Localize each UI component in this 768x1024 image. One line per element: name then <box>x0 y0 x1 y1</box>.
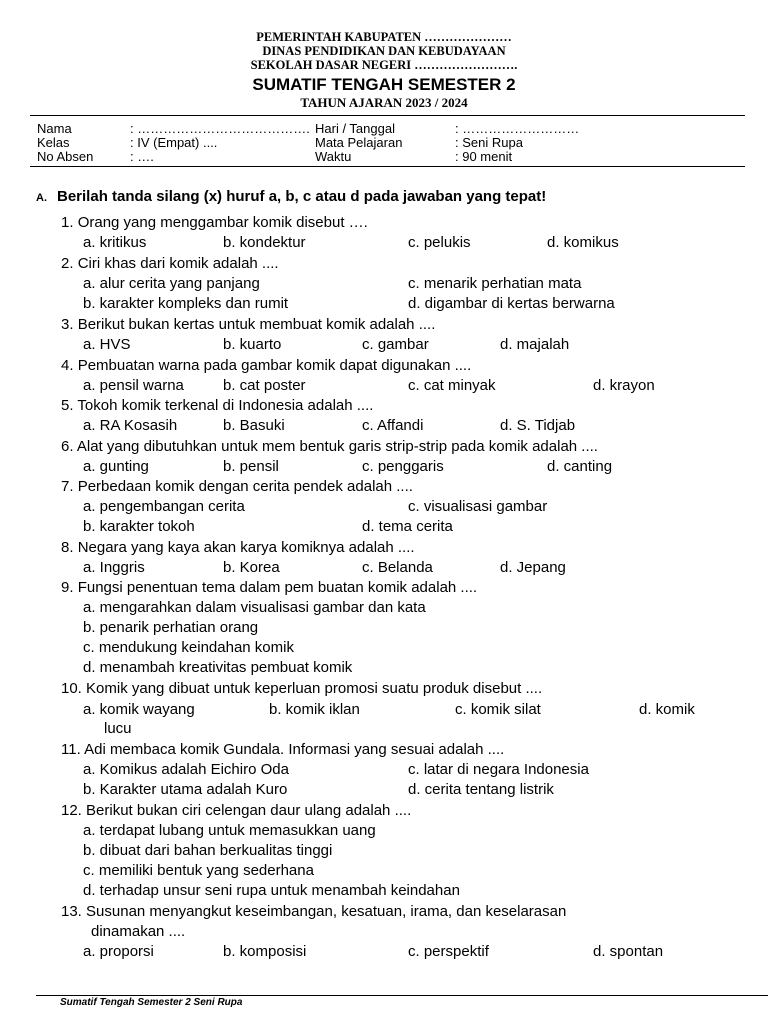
q7-option-c[interactable]: c. visualisasi gambar <box>408 498 548 515</box>
question-number: 13. <box>61 903 82 920</box>
question-text: Tokoh komik terkenal di Indonesia adalah .... <box>77 397 374 414</box>
q11-option-d[interactable]: d. cerita tentang listrik <box>408 781 554 798</box>
section-marker: A. <box>36 192 47 204</box>
q3-option-c[interactable]: c. gambar <box>362 336 429 353</box>
header-divider-bottom <box>30 166 745 167</box>
question-text: Ciri khas dari komik adalah .... <box>77 255 279 272</box>
q12-option-b[interactable]: b. dibuat dari bahan berkualitas tinggi <box>83 842 333 859</box>
question-number: 10. <box>61 680 82 697</box>
question-text: Fungsi penentuan tema dalam pem buatan komik adalah .... <box>77 579 478 596</box>
q9-option-d[interactable]: d. menambah kreativitas pembuat komik <box>83 659 353 676</box>
question-number: 9. <box>61 579 74 596</box>
kelas-field[interactable]: : IV (Empat) .... <box>130 135 218 150</box>
header-divider-top <box>30 115 745 116</box>
q13-option-c[interactable]: c. perspektif <box>408 943 489 960</box>
q13-option-b[interactable]: b. komposisi <box>223 943 307 960</box>
header-department: DINAS PENDIDIKAN DAN KEBUDAYAAN <box>262 44 506 58</box>
question-2 <box>61 255 279 272</box>
question-text: Pembuatan warna pada gambar komik dapat digunakan .... <box>77 357 472 374</box>
mapel-value: : Seni Rupa <box>455 135 523 150</box>
question-text: Adi membaca komik Gundala. Informasi yang sesuai adalah .... <box>84 741 505 758</box>
question-number: 11. <box>61 741 81 758</box>
q10-option-a[interactable]: a. komik wayang <box>83 701 195 718</box>
question-number: 1. <box>61 214 74 231</box>
q12-option-c[interactable]: c. memiliki bentuk yang sederhana <box>83 862 314 879</box>
nama-field[interactable]: : …………………………………. <box>130 121 310 136</box>
header-school: SEKOLAH DASAR NEGERI ……………………. <box>250 58 518 72</box>
question-number: 5. <box>61 397 74 414</box>
q2-option-d[interactable]: d. digambar di kertas berwarna <box>408 295 615 312</box>
q4-option-b[interactable]: b. cat poster <box>223 377 306 394</box>
question-text: Perbedaan komik dengan cerita pendek adalah .... <box>77 478 413 495</box>
q8-option-b[interactable]: b. Korea <box>223 559 280 576</box>
question-number: 4. <box>61 357 74 374</box>
question-8 <box>61 539 415 556</box>
q9-option-b[interactable]: b. penarik perhatian orang <box>83 619 259 636</box>
waktu-value: : 90 menit <box>455 149 513 164</box>
question-text: Komik yang dibuat untuk keperluan promosi suatu produk disebut .... <box>86 680 543 697</box>
q6-option-b[interactable]: b. pensil <box>223 458 279 475</box>
kelas-label: Kelas <box>37 135 70 150</box>
question-4 <box>61 357 471 374</box>
academic-year: TAHUN AJARAN 2023 / 2024 <box>300 95 468 110</box>
q3-option-d[interactable]: d. majalah <box>500 336 570 353</box>
q7-option-b[interactable]: b. karakter tokoh <box>83 518 195 535</box>
question-text: Berikut bukan kertas untuk membuat komik adalah .... <box>77 316 436 333</box>
question-text: Berikut bukan ciri celengan daur ulang adalah .... <box>86 802 412 819</box>
question-13 <box>61 903 566 920</box>
q13-option-a[interactable]: a. proporsi <box>83 943 154 960</box>
question-number: 2. <box>61 255 74 272</box>
question-7 <box>61 478 413 495</box>
header-government: PEMERINTAH KABUPATEN ………………… <box>256 30 512 44</box>
question-5 <box>61 397 373 414</box>
q11-option-b[interactable]: b. Karakter utama adalah Kuro <box>83 781 288 798</box>
q11-option-c[interactable]: c. latar di negara Indonesia <box>408 761 589 778</box>
q3-option-b[interactable]: b. kuarto <box>223 336 282 353</box>
question-number: 8. <box>61 539 74 556</box>
q2-option-a[interactable]: a. alur cerita yang panjang <box>83 275 260 292</box>
q2-option-b[interactable]: b. karakter kompleks dan rumit <box>83 295 289 312</box>
question-6 <box>61 438 598 455</box>
q5-option-c[interactable]: c. Affandi <box>362 417 424 434</box>
q8-option-d[interactable]: d. Jepang <box>500 559 566 576</box>
hari-label: Hari / Tanggal <box>315 121 395 136</box>
question-number: 12. <box>61 802 82 819</box>
q11-option-a[interactable]: a. Komikus adalah Eichiro Oda <box>83 761 289 778</box>
question-12 <box>61 802 411 819</box>
q10-option-b[interactable]: b. komik iklan <box>269 701 360 718</box>
q4-option-a[interactable]: a. pensil warna <box>83 377 184 394</box>
question-text: Alat yang dibutuhkan untuk mem bentuk garis strip-strip pada komik adalah .... <box>76 438 598 455</box>
q6-option-a[interactable]: a. gunting <box>83 458 149 475</box>
q1-option-c[interactable]: c. pelukis <box>408 234 471 251</box>
q8-option-c[interactable]: c. Belanda <box>362 559 433 576</box>
q2-option-c[interactable]: c. menarik perhatian mata <box>408 275 582 292</box>
q4-option-c[interactable]: c. cat minyak <box>408 377 496 394</box>
question-number: 7. <box>61 478 74 495</box>
section-instruction <box>36 188 546 205</box>
question-text: Susunan menyangkut keseimbangan, kesatuan, irama, dan keselarasan <box>86 903 567 920</box>
question-13-continued: dinamakan .... <box>91 923 186 940</box>
question-number: 3. <box>61 316 74 333</box>
q10-option-c[interactable]: c. komik silat <box>455 701 541 718</box>
q12-option-a[interactable]: a. terdapat lubang untuk memasukkan uang <box>83 822 376 839</box>
nama-label: Nama <box>37 121 72 136</box>
mapel-label: Mata Pelajaran <box>315 135 403 150</box>
q7-option-a[interactable]: a. pengembangan cerita <box>83 498 245 515</box>
question-10 <box>61 680 542 697</box>
q4-option-d[interactable]: d. krayon <box>593 377 655 394</box>
question-11 <box>61 741 504 758</box>
question-3 <box>61 316 435 333</box>
noabsen-label: No Absen <box>37 149 94 164</box>
q5-option-d[interactable]: d. S. Tidjab <box>500 417 576 434</box>
q12-option-d[interactable]: d. terhadap unsur seni rupa untuk menambah keindahan <box>83 882 460 899</box>
question-9 <box>61 579 477 596</box>
q3-option-a[interactable]: a. HVS <box>83 336 131 353</box>
question-text: Negara yang kaya akan karya komiknya adalah .... <box>77 539 415 556</box>
q1-option-a[interactable]: a. kritikus <box>83 234 147 251</box>
q13-option-d[interactable]: d. spontan <box>593 943 664 960</box>
q6-option-d[interactable]: d. canting <box>547 458 613 475</box>
waktu-label: Waktu <box>315 149 352 164</box>
q9-option-c[interactable]: c. mendukung keindahan komik <box>83 639 294 656</box>
q8-option-a[interactable]: a. Inggris <box>83 559 145 576</box>
q10-option-d-continued[interactable]: lucu <box>104 720 132 737</box>
q1-option-b[interactable]: b. kondektur <box>223 234 306 251</box>
footer-divider <box>36 995 768 996</box>
hari-field[interactable]: : ……………………… <box>455 121 580 136</box>
q7-option-d[interactable]: d. tema cerita <box>362 518 453 535</box>
question-1 <box>61 214 368 231</box>
noabsen-field[interactable]: : …. <box>130 149 154 164</box>
question-number: 6. <box>61 438 74 455</box>
q5-option-a[interactable]: a. RA Kosasih <box>83 417 178 434</box>
footer-text: Sumatif Tengah Semester 2 Seni Rupa <box>60 997 243 1008</box>
q10-option-d[interactable]: d. komik <box>639 701 695 718</box>
q6-option-c[interactable]: c. penggaris <box>362 458 444 475</box>
question-text: Orang yang menggambar komik disebut …. <box>77 214 368 231</box>
exam-title: SUMATIF TENGAH SEMESTER 2 <box>252 75 516 94</box>
q5-option-b[interactable]: b. Basuki <box>223 417 285 434</box>
q1-option-d[interactable]: d. komikus <box>547 234 619 251</box>
instruction-text: Berilah tanda silang (x) huruf a, b, c atau d pada jawaban yang tepat! <box>57 188 547 205</box>
q9-option-a[interactable]: a. mengarahkan dalam visualisasi gambar dan kata <box>83 599 426 616</box>
